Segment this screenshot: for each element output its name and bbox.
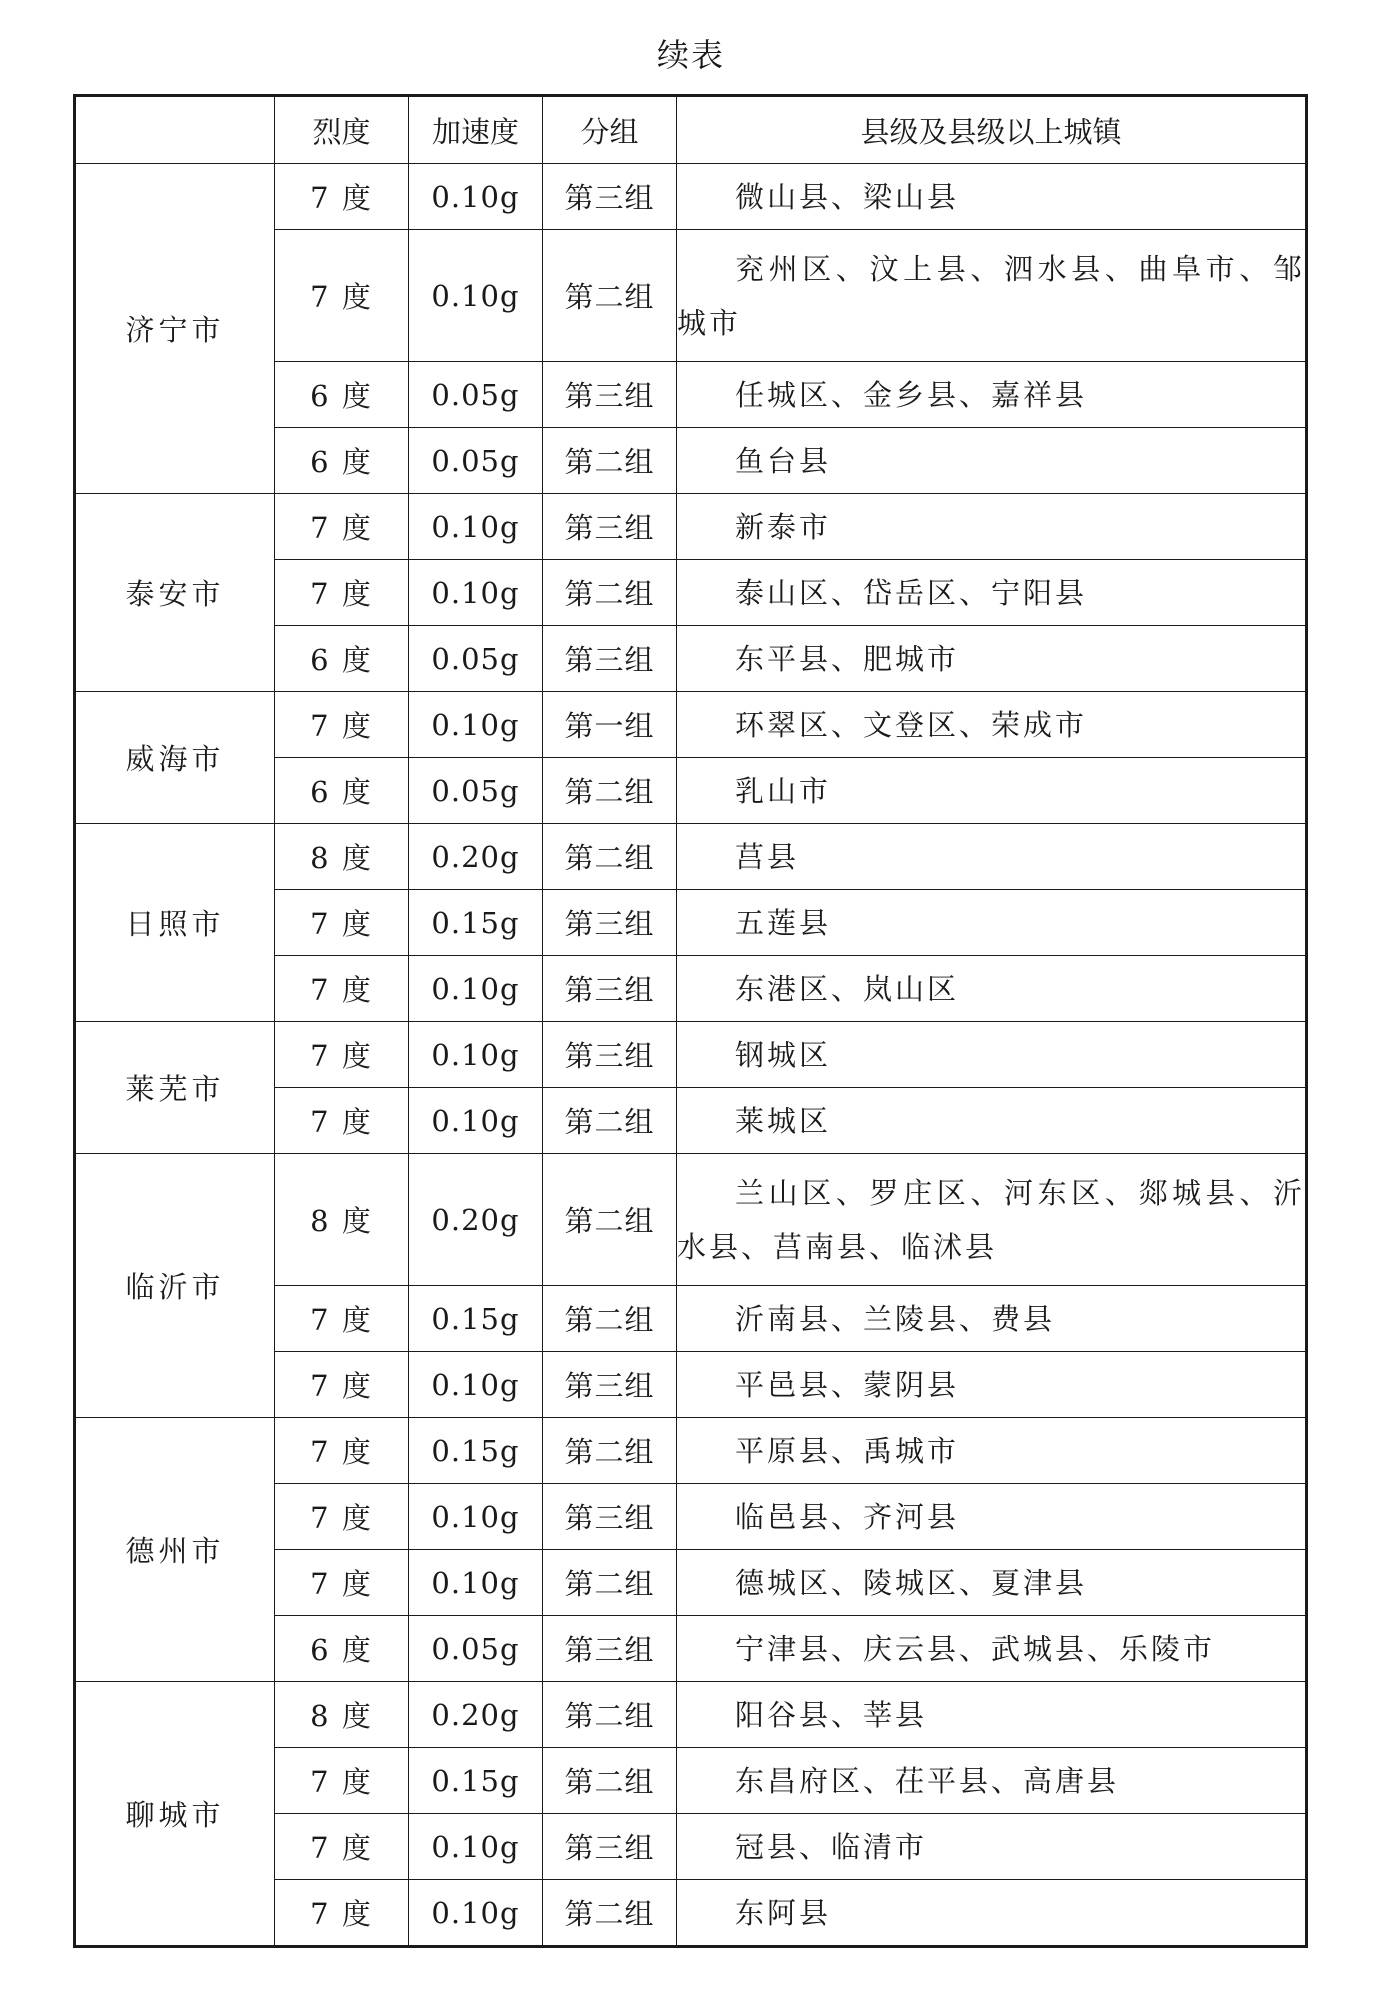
intensity-cell: 7 度 xyxy=(275,1418,409,1484)
group-cell: 第二组 xyxy=(543,1748,677,1814)
acceleration-cell: 0.20g xyxy=(409,824,543,890)
group-cell: 第三组 xyxy=(543,890,677,956)
intensity-cell: 8 度 xyxy=(275,1154,409,1286)
acceleration-cell: 0.10g xyxy=(409,1484,543,1550)
towns-cell: 冠县、临清市 xyxy=(677,1814,1307,1880)
intensity-cell: 7 度 xyxy=(275,560,409,626)
city-cell: 日照市 xyxy=(75,824,275,1022)
header-city xyxy=(75,96,275,164)
city-cell: 聊城市 xyxy=(75,1682,275,1947)
table-row xyxy=(75,692,1307,758)
intensity-cell: 7 度 xyxy=(275,1088,409,1154)
table-body xyxy=(75,164,1307,1947)
towns-cell: 兰山区、罗庄区、河东区、郯城县、沂水县、莒南县、临沭县 xyxy=(677,1154,1307,1286)
acceleration-cell: 0.05g xyxy=(409,758,543,824)
group-cell: 第二组 xyxy=(543,1286,677,1352)
group-cell: 第三组 xyxy=(543,1616,677,1682)
intensity-cell: 7 度 xyxy=(275,956,409,1022)
towns-cell: 莱城区 xyxy=(677,1088,1307,1154)
table-row xyxy=(75,1154,1307,1286)
intensity-cell: 7 度 xyxy=(275,494,409,560)
towns-cell: 任城区、金乡县、嘉祥县 xyxy=(677,362,1307,428)
city-cell: 威海市 xyxy=(75,692,275,824)
intensity-cell: 7 度 xyxy=(275,692,409,758)
acceleration-cell: 0.15g xyxy=(409,1418,543,1484)
table-row xyxy=(75,1022,1307,1088)
towns-cell: 新泰市 xyxy=(677,494,1307,560)
intensity-cell: 7 度 xyxy=(275,1286,409,1352)
group-cell: 第三组 xyxy=(543,494,677,560)
group-cell: 第三组 xyxy=(543,164,677,230)
group-cell: 第二组 xyxy=(543,1418,677,1484)
towns-cell: 宁津县、庆云县、武城县、乐陵市 xyxy=(677,1616,1307,1682)
towns-cell: 五莲县 xyxy=(677,890,1307,956)
intensity-cell: 7 度 xyxy=(275,164,409,230)
towns-cell: 环翠区、文登区、荣成市 xyxy=(677,692,1307,758)
acceleration-cell: 0.10g xyxy=(409,494,543,560)
table-row xyxy=(75,824,1307,890)
acceleration-cell: 0.10g xyxy=(409,1814,543,1880)
towns-cell: 东昌府区、茌平县、高唐县 xyxy=(677,1748,1307,1814)
acceleration-cell: 0.15g xyxy=(409,890,543,956)
group-cell: 第三组 xyxy=(543,956,677,1022)
intensity-cell: 6 度 xyxy=(275,758,409,824)
intensity-cell: 6 度 xyxy=(275,428,409,494)
acceleration-cell: 0.10g xyxy=(409,692,543,758)
group-cell: 第三组 xyxy=(543,1022,677,1088)
towns-cell: 钢城区 xyxy=(677,1022,1307,1088)
intensity-cell: 7 度 xyxy=(275,1748,409,1814)
city-cell: 莱芜市 xyxy=(75,1022,275,1154)
towns-cell: 平原县、禹城市 xyxy=(677,1418,1307,1484)
acceleration-cell: 0.10g xyxy=(409,560,543,626)
table-row xyxy=(75,494,1307,560)
city-cell: 泰安市 xyxy=(75,494,275,692)
acceleration-cell: 0.20g xyxy=(409,1154,543,1286)
group-cell: 第三组 xyxy=(543,626,677,692)
group-cell: 第三组 xyxy=(543,1484,677,1550)
group-cell: 第三组 xyxy=(543,1814,677,1880)
header-row xyxy=(75,96,1307,164)
towns-cell: 平邑县、蒙阴县 xyxy=(677,1352,1307,1418)
group-cell: 第二组 xyxy=(543,824,677,890)
acceleration-cell: 0.10g xyxy=(409,1022,543,1088)
towns-cell: 乳山市 xyxy=(677,758,1307,824)
city-cell: 济宁市 xyxy=(75,164,275,494)
intensity-cell: 6 度 xyxy=(275,626,409,692)
city-cell: 德州市 xyxy=(75,1418,275,1682)
city-cell: 临沂市 xyxy=(75,1154,275,1418)
towns-cell: 沂南县、兰陵县、费县 xyxy=(677,1286,1307,1352)
acceleration-cell: 0.05g xyxy=(409,626,543,692)
towns-cell: 微山县、梁山县 xyxy=(677,164,1307,230)
acceleration-cell: 0.10g xyxy=(409,230,543,362)
towns-cell: 莒县 xyxy=(677,824,1307,890)
intensity-cell: 7 度 xyxy=(275,1814,409,1880)
group-cell: 第二组 xyxy=(543,428,677,494)
towns-cell: 德城区、陵城区、夏津县 xyxy=(677,1550,1307,1616)
towns-cell: 东阿县 xyxy=(677,1880,1307,1947)
intensity-cell: 7 度 xyxy=(275,1880,409,1947)
group-cell: 第二组 xyxy=(543,1550,677,1616)
header-acceleration: 加速度 xyxy=(409,96,543,164)
intensity-cell: 8 度 xyxy=(275,1682,409,1748)
acceleration-cell: 0.10g xyxy=(409,164,543,230)
intensity-cell: 7 度 xyxy=(275,230,409,362)
group-cell: 第三组 xyxy=(543,1352,677,1418)
towns-cell: 阳谷县、莘县 xyxy=(677,1682,1307,1748)
intensity-cell: 7 度 xyxy=(275,890,409,956)
intensity-cell: 8 度 xyxy=(275,824,409,890)
intensity-cell: 6 度 xyxy=(275,362,409,428)
acceleration-cell: 0.10g xyxy=(409,956,543,1022)
header-group: 分组 xyxy=(543,96,677,164)
table-caption: 续表 xyxy=(656,36,725,74)
intensity-cell: 7 度 xyxy=(275,1484,409,1550)
group-cell: 第二组 xyxy=(543,560,677,626)
towns-cell: 兖州区、汶上县、泗水县、曲阜市、邹城市 xyxy=(677,230,1307,362)
acceleration-cell: 0.10g xyxy=(409,1880,543,1947)
towns-cell: 临邑县、齐河县 xyxy=(677,1484,1307,1550)
group-cell: 第二组 xyxy=(543,1154,677,1286)
table-row xyxy=(75,1682,1307,1748)
group-cell: 第二组 xyxy=(543,1880,677,1947)
intensity-cell: 7 度 xyxy=(275,1352,409,1418)
acceleration-cell: 0.10g xyxy=(409,1352,543,1418)
group-cell: 第三组 xyxy=(543,362,677,428)
intensity-cell: 7 度 xyxy=(275,1550,409,1616)
group-cell: 第二组 xyxy=(543,1682,677,1748)
intensity-cell: 6 度 xyxy=(275,1616,409,1682)
towns-cell: 鱼台县 xyxy=(677,428,1307,494)
seismic-zoning-table xyxy=(73,94,1308,1948)
acceleration-cell: 0.05g xyxy=(409,362,543,428)
acceleration-cell: 0.10g xyxy=(409,1088,543,1154)
table-row xyxy=(75,164,1307,230)
group-cell: 第二组 xyxy=(543,1088,677,1154)
towns-cell: 东平县、肥城市 xyxy=(677,626,1307,692)
acceleration-cell: 0.05g xyxy=(409,1616,543,1682)
header-towns: 县级及县级以上城镇 xyxy=(677,96,1307,164)
acceleration-cell: 0.05g xyxy=(409,428,543,494)
intensity-cell: 7 度 xyxy=(275,1022,409,1088)
table-row xyxy=(75,1418,1307,1484)
towns-cell: 东港区、岚山区 xyxy=(677,956,1307,1022)
group-cell: 第二组 xyxy=(543,758,677,824)
acceleration-cell: 0.20g xyxy=(409,1682,543,1748)
acceleration-cell: 0.10g xyxy=(409,1550,543,1616)
acceleration-cell: 0.15g xyxy=(409,1748,543,1814)
group-cell: 第二组 xyxy=(543,230,677,362)
acceleration-cell: 0.15g xyxy=(409,1286,543,1352)
towns-cell: 泰山区、岱岳区、宁阳县 xyxy=(677,560,1307,626)
group-cell: 第一组 xyxy=(543,692,677,758)
header-intensity: 烈度 xyxy=(275,96,409,164)
